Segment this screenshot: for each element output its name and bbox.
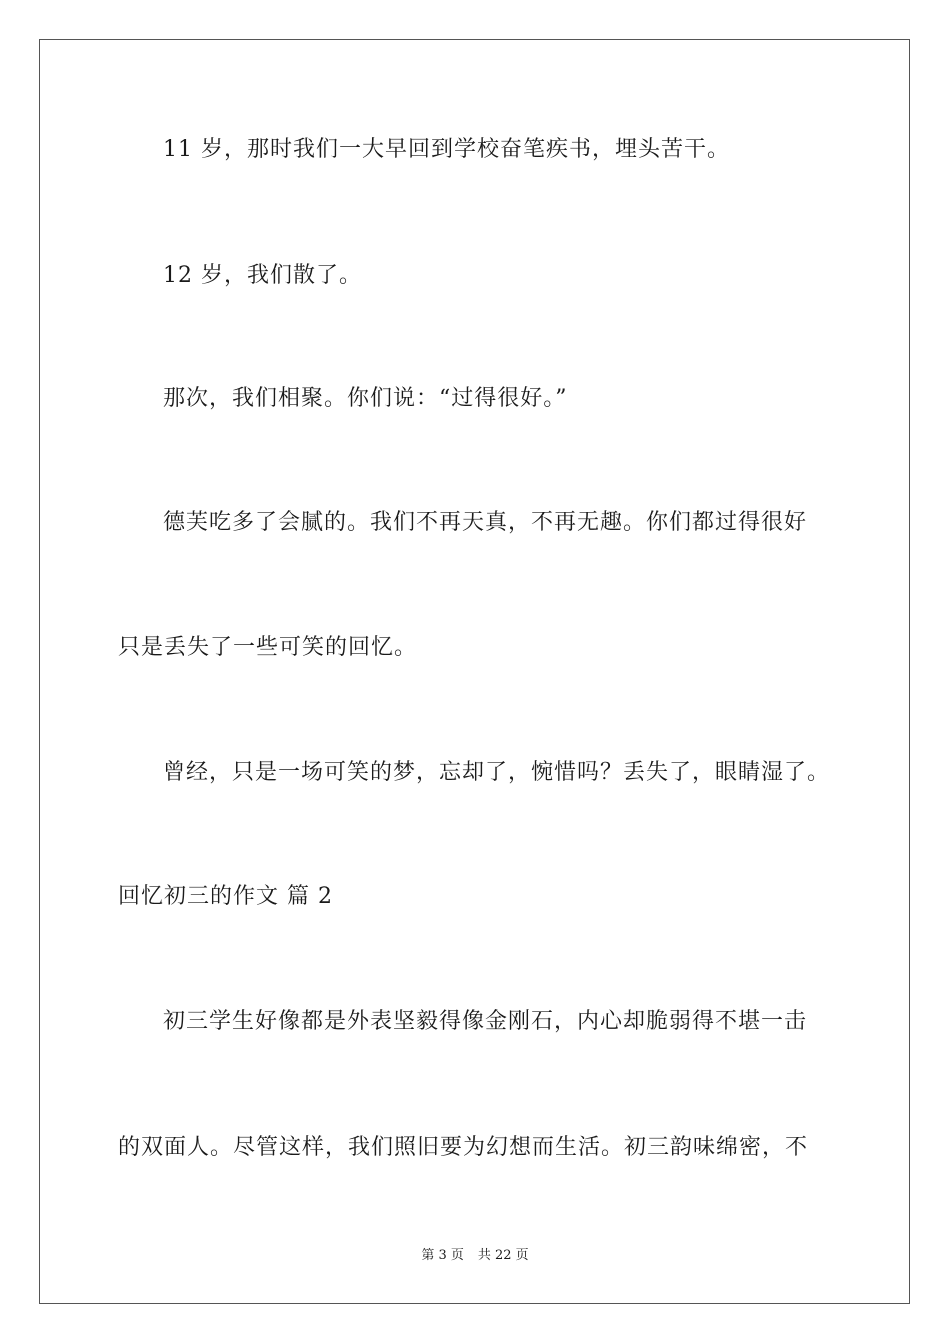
- page-total: 共 22 页: [477, 1248, 529, 1263]
- page-number: 第 3 页: [421, 1248, 464, 1263]
- paragraph-line: 曾经，只是一场可笑的梦，忘却了，惋惜吗？丢失了，眼睛湿了。: [163, 760, 831, 785]
- paragraph-line: 初三学生好像都是外表坚毅得像金刚石，内心却脆弱得不堪一击: [163, 1009, 808, 1034]
- paragraph-line: 只是丢失了一些可笑的回忆。: [118, 635, 418, 660]
- paragraph-line: 11 岁，那时我们一大早回到学校奋笔疾书，埋头苦干。: [163, 137, 730, 162]
- paragraph-line: 德芙吃多了会腻的。我们不再天真，不再无趣。你们都过得很好: [163, 510, 808, 535]
- page-frame: [39, 39, 910, 1304]
- page-footer: [0, 1247, 950, 1265]
- paragraph-line: 12 岁，我们散了。: [163, 263, 362, 288]
- paragraph-line: 的双面人。尽管这样，我们照旧要为幻想而生活。初三韵味绵密，不: [118, 1135, 809, 1160]
- paragraph-line: 那次，我们相聚。你们说：“过得很好。”: [163, 386, 568, 411]
- section-heading: 回忆初三的作文 篇 2: [118, 884, 333, 909]
